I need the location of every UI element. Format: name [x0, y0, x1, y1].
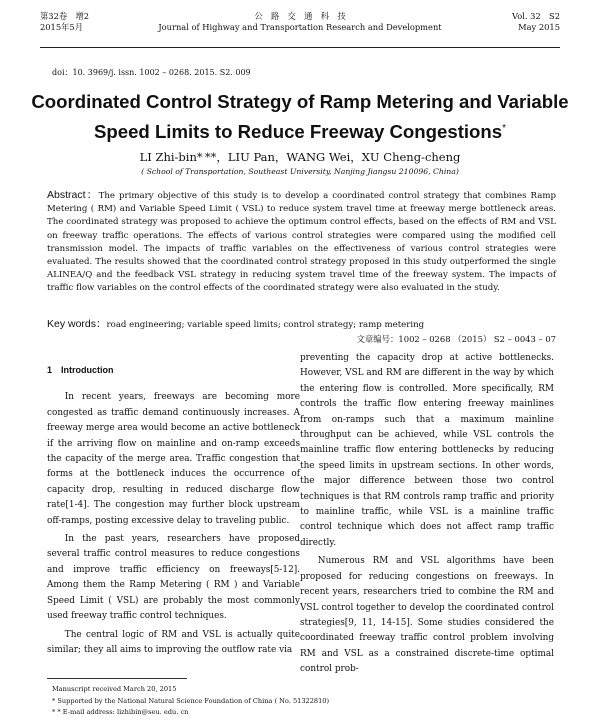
affiliation: ( School of Transportation, Southeast University, Nanjing Jiangsu 210096, China): [141, 167, 459, 176]
body-paragraph: preventing the capacity drop at active bottlenecks. However, VSL and RM are different in the way by which the entering flow is controlled. More specifically, RM controls the traffic flow entering freeway mainlines from on-ramps such that a maximum mainline throughput can be achieved, while VSL controls the mainline traffic flow entering bottlenecks by reducing the speed limits in upstream sections. In other words, the major difference between those two control techniques is that RM controls ramp traffic and priority to mainline traffic, while VSL is a mainline traffic control technique which does not affect ramp traffic directly.: [300, 353, 554, 548]
footnote-rule: [47, 678, 187, 679]
body-paragraph: In recent years, freeways are becoming more congested as traffic demand continuously increases. A freeway merge area would become an active bottleneck if the arriving flow on mainline and on-ramp exceeds the capacity of the merge area. Traffic congestion that forms at the bottleneck induces the occurrence of capacity drop, resulting in reduced discharge flow rate[1-4]. The congestion may further block upstream off-ramps, posting excessive delay to traveling public.: [47, 392, 300, 526]
date-en: May 2015: [518, 22, 560, 32]
keywords: [47, 318, 556, 331]
body-paragraph: The central logic of RM and VSL is actually quite similar; they all aims to improving the outflow rate via: [47, 629, 300, 655]
footnotes: [52, 684, 329, 719]
keywords-label: Key words：: [47, 318, 107, 330]
body-paragraph: Numerous RM and VSL algorithms have been proposed for reducing congestions on freeways. In recent years, researchers tried to combine the RM and VSL control together to develop the coordinated control strategies[9, 11, 14-15]. Some studies considered the coordinated freeway traffic control problem involving RM and VSL as a constrained discrete-time optimal control prob-: [300, 556, 554, 675]
paper-title: [30, 88, 570, 145]
header-rule: [40, 47, 560, 48]
footnote-email: * * E-mail address: lizhibin@seu. edu. cn: [52, 708, 189, 716]
journal-name-en: Journal of Highway and Transportation Research and Development: [158, 22, 442, 32]
section-heading: 1 Introduction: [47, 365, 114, 375]
abstract: [47, 189, 556, 296]
abstract-label: Abstract：: [47, 189, 99, 201]
header-issue-block: [512, 11, 560, 33]
title-footnote-mark: *: [502, 123, 507, 134]
running-header: [40, 11, 560, 41]
body-paragraph: In the past years, researchers have proposed several traffic control measures to reduce congestions and improve traffic efficiency on freeways[5-12]. Among them the Ramp Metering ( RM ) and Variable Speed Limit ( VSL) are probably the most commonly used freeway traffic control techniques.: [47, 534, 300, 622]
title-text: Coordinated Control Strategy of Ramp Metering and Variable Speed Limits to Reduce Freeway Congestions: [31, 91, 569, 143]
body-column-left: [47, 351, 300, 661]
journal-name-cn: 公 路 交 通 科 技: [254, 11, 346, 21]
body-column-right: [300, 351, 554, 681]
author-list: LI Zhi-bin* **，LIU Pan，WANG Wei，XU Cheng-cheng: [139, 150, 461, 164]
article-number: 文章编号：1002 – 0268 （2015） S2 – 0043 – 07: [356, 334, 556, 344]
keywords-text: road engineering; variable speed limits; control strategy; ramp metering: [106, 320, 425, 330]
doi-line: doi：10. 3969/j. issn. 1002 – 0268. 2015. S2. 009: [52, 68, 251, 77]
footnote-received: Manuscript received March 20, 2015: [52, 685, 177, 693]
volume-en: Vol. 32 S2: [512, 11, 560, 21]
header-journal-block: [40, 11, 560, 33]
footnote-funding: * Supported by the National Natural Science Foundation of China ( No. 51322810): [52, 696, 330, 705]
date-cn: 2015年5月: [40, 22, 83, 32]
volume-cn: 第32卷 增2: [40, 11, 90, 21]
abstract-text: The primary objective of this study is to develop a coordinated control strategy that combines Ramp Metering ( RM) and Variable Speed Limit ( VSL) to reduce system travel time at freeway merge bottleneck areas. The coordinated strategy was proposed to achieve the optimum control effects, based on the effects of RM and VSL on freeway traffic operations. The effects of various control strategies were compared using the modified cell transmission model. The impacts of traffic variables on the effectiveness of various control strategies were evaluated. The results showed that the coordinated control strategy proposed in this study outperformed the single ALINEA/Q and the feedback VSL strategy in reducing system travel time of the freeway system. The impacts of traffic flow variables on the control effects of the coordinated strategy were also evaluated in the study.: [47, 191, 556, 294]
